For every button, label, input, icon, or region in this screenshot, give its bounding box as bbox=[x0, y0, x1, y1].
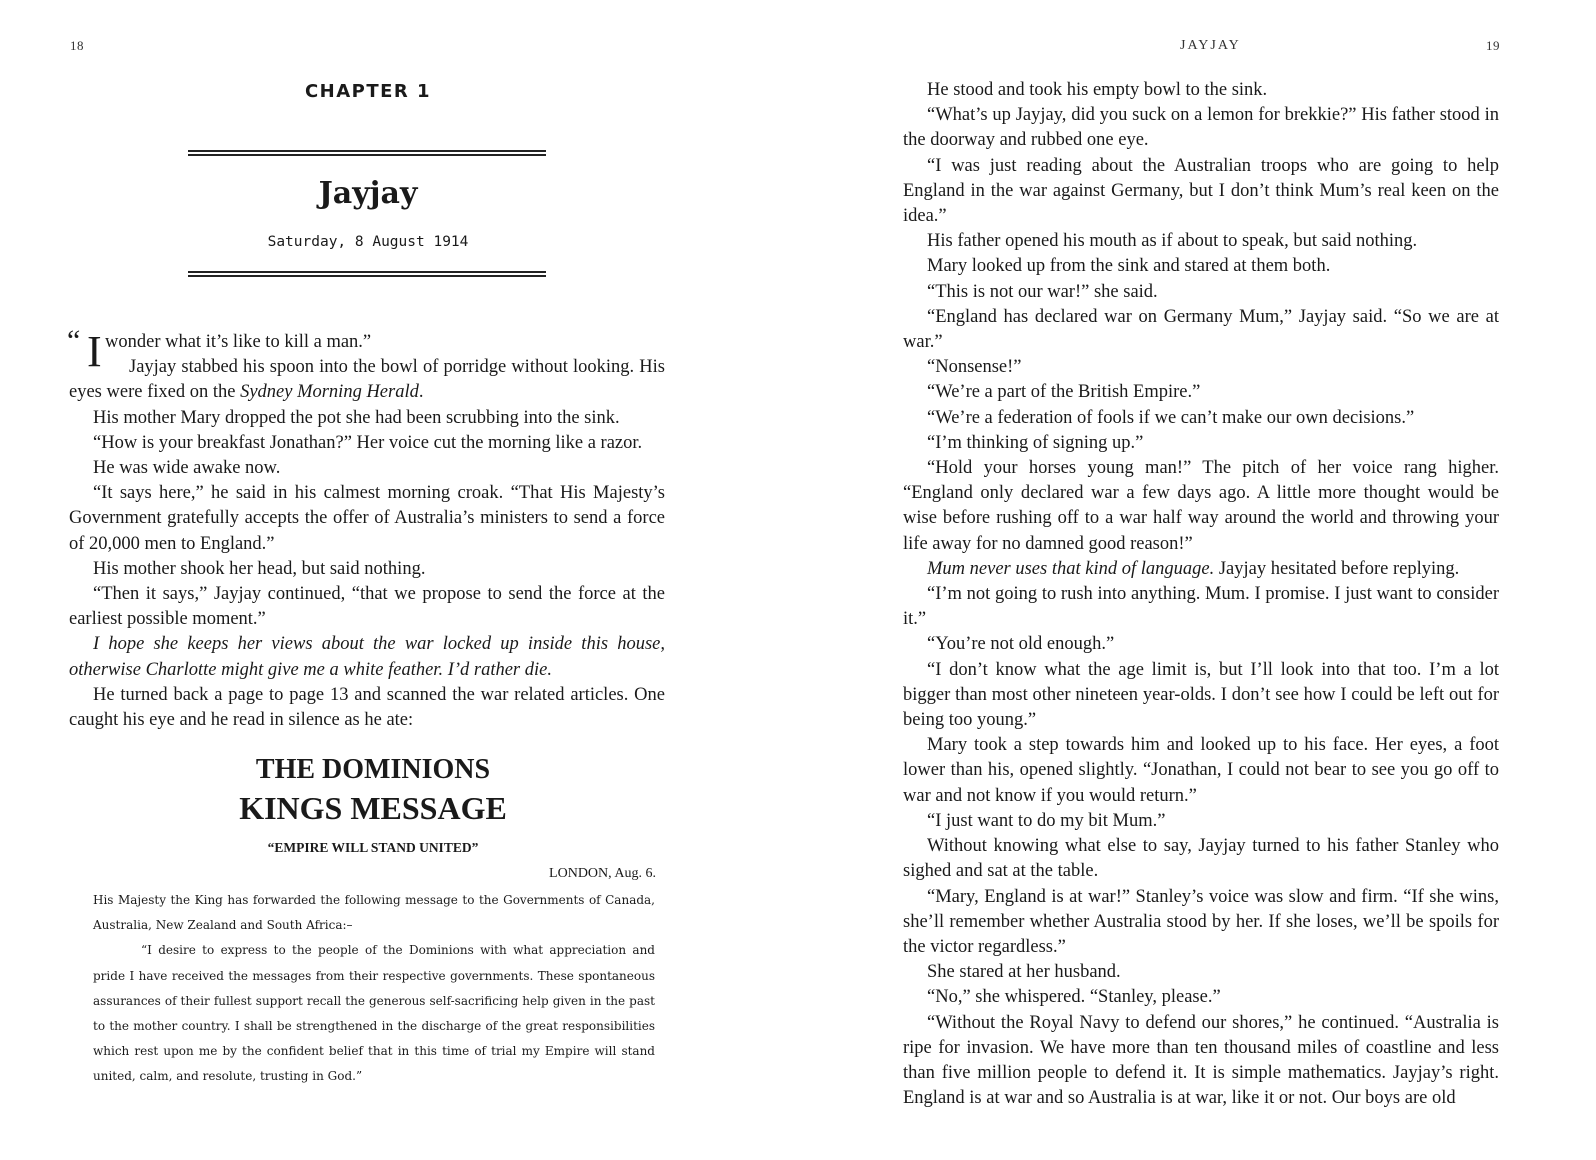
paragraph: “I don’t know what the age limit is, but I’ll look into that too. I’m a lot bigger than most other nineteen year-olds. I don’t see how I could be left out for being too young.” bbox=[903, 659, 1499, 731]
page-number-left: 18 bbox=[70, 38, 84, 53]
chapter-date: Saturday, 8 August 1914 bbox=[267, 234, 469, 250]
paragraph: “I just want to do my bit Mum.” bbox=[927, 810, 1166, 831]
news-quote-paragraph: “I desire to express to the people of the Dominions with what appreciation and pride I have received the messages from their respective governments. These spontaneous assurances of their fullest support recall the generous self-sacrificing help given in the past to the mother country. I shall be strengthened in the discharge of the great responsibilities which rest upon me by the confident belief that in this time of trial my Empire will stand united, calm, and resolute, trusting in God.” bbox=[93, 943, 655, 1084]
news-body bbox=[93, 888, 655, 1090]
chapter-rule-top bbox=[188, 150, 546, 156]
paragraph: His mother shook her head, but said nothing. bbox=[93, 558, 426, 579]
paragraph: “Nonsense!” bbox=[927, 357, 1022, 378]
right-page bbox=[838, 0, 1596, 1160]
news-paragraph: His Majesty the King has forwarded the following message to the Governments of Canada, Australia, New Zealand and South Africa:– bbox=[93, 893, 655, 933]
paragraph: “I was just reading about the Australian troops who are going to help England in the war against Germany, but I don’t think Mum’s real keen on the idea.” bbox=[903, 155, 1499, 227]
paragraph: “No,” she whispered. “Stanley, please.” bbox=[927, 987, 1221, 1008]
paragraph: “Hold your horses young man!” The pitch of her voice rang higher. “England only declared war a few days ago. A little more thought would be wise before rushing off to a war half way around the world and throwing your life away for no damned good reason!” bbox=[903, 458, 1499, 554]
left-page bbox=[0, 0, 760, 1160]
news-headline-1: THE DOMINIONS bbox=[255, 754, 491, 785]
paragraph: “Without the Royal Navy to defend our shores,” he continued. “Australia is ripe for invasion. We have more than ten thousand miles of coastline and less than five million people to defend it. It is simple mathematics. Jayjay’s right. England is at war and so Australia is at war, like it or not. Our boys are old bbox=[903, 1012, 1499, 1109]
paragraph-italic-thought: Mum never uses that kind of language. Jayjay hesitated before replying. bbox=[927, 558, 1460, 579]
paragraph: He turned back a page to page 13 and scanned the war related articles. One caught his eye and he read in silence as he ate: bbox=[69, 684, 665, 731]
paragraph: His mother Mary dropped the pot she had been scrubbing into the sink. bbox=[93, 407, 620, 428]
news-dateline: LONDON, Aug. 6. bbox=[549, 866, 656, 881]
paragraph: “Then it says,” Jayjay continued, “that we propose to send the force at the earliest possible moment.” bbox=[69, 584, 665, 630]
paragraph: “England has declared war on Germany Mum,” Jayjay said. “So we are at war.” bbox=[903, 306, 1499, 353]
paragraph: “We’re a federation of fools if we can’t make our own decisions.” bbox=[927, 407, 1415, 428]
paragraph: Without knowing what else to say, Jayjay turned to his father Stanley who sighed and sat at the table. bbox=[903, 836, 1499, 882]
opening-paragraph bbox=[67, 324, 665, 406]
paragraph: “You’re not old enough.” bbox=[927, 634, 1115, 655]
paragraph: “I’m thinking of signing up.” bbox=[927, 432, 1144, 453]
paragraph: “Mary, England is at war!” Stanley’s voice was slow and firm. “If she wins, she’ll remember whether Australia stood by her. If she loses, we’ll be spoils for the victor regardless.” bbox=[903, 886, 1499, 957]
dropcap-quote: “ bbox=[67, 324, 81, 357]
news-subhead: “EMPIRE WILL STAND UNITED” bbox=[267, 840, 479, 855]
chapter-rule-bottom bbox=[188, 271, 546, 277]
paragraph: “What’s up Jayjay, did you suck on a lemon for brekkie?” His father stood in the doorway and rubbed one eye. bbox=[903, 105, 1499, 151]
paragraph: “It says here,” he said in his calmest morning croak. “That His Majesty’s Government gratefully accepts the offer of Australia’s ministers to send a force of 20,000 men to England.” bbox=[69, 483, 665, 554]
paragraph: “This is not our war!” she said. bbox=[927, 281, 1158, 302]
paragraph: He was wide awake now. bbox=[93, 458, 281, 479]
left-body-text bbox=[67, 324, 665, 733]
paragraph: “How is your breakfast Jonathan?” Her voice cut the morning like a razor. bbox=[93, 432, 643, 453]
paragraph: Jayjay stabbed his spoon into the bowl of porridge without looking. His eyes were fixed on the Sydney Morning Herald. bbox=[69, 357, 665, 403]
paragraph-line-1: wonder what it’s like to kill a man.” bbox=[105, 332, 372, 352]
paragraph: Mary looked up from the sink and stared at them both. bbox=[927, 256, 1331, 277]
page-number-right: 19 bbox=[1486, 38, 1500, 53]
running-head: JAYJAY bbox=[1180, 38, 1241, 53]
right-body-text bbox=[903, 78, 1499, 1111]
paragraph: She stared at her husband. bbox=[927, 962, 1121, 983]
paragraph: “We’re a part of the British Empire.” bbox=[927, 382, 1201, 403]
paragraph-italic-thought: I hope she keeps her views about the war locked up inside this house, otherwise Charlotte might give me a white feather. I’d rather die. bbox=[69, 634, 665, 680]
dropcap-letter: I bbox=[87, 327, 102, 376]
paragraph: Mary took a step towards him and looked up to his face. Her eyes, a foot lower than his, opened slightly. “Jonathan, I could not bear to see you go off to war and not know if you would return.” bbox=[903, 735, 1499, 806]
chapter-label: CHAPTER 1 bbox=[304, 81, 432, 102]
paragraph: His father opened his mouth as if about to speak, but said nothing. bbox=[927, 231, 1418, 252]
news-headline-2: KINGS MESSAGE bbox=[239, 790, 507, 826]
paragraph: He stood and took his empty bowl to the sink. bbox=[927, 80, 1268, 100]
chapter-title: Jayjay bbox=[318, 176, 418, 211]
paragraph: “I’m not going to rush into anything. Mum. I promise. I just want to consider it.” bbox=[903, 584, 1499, 630]
